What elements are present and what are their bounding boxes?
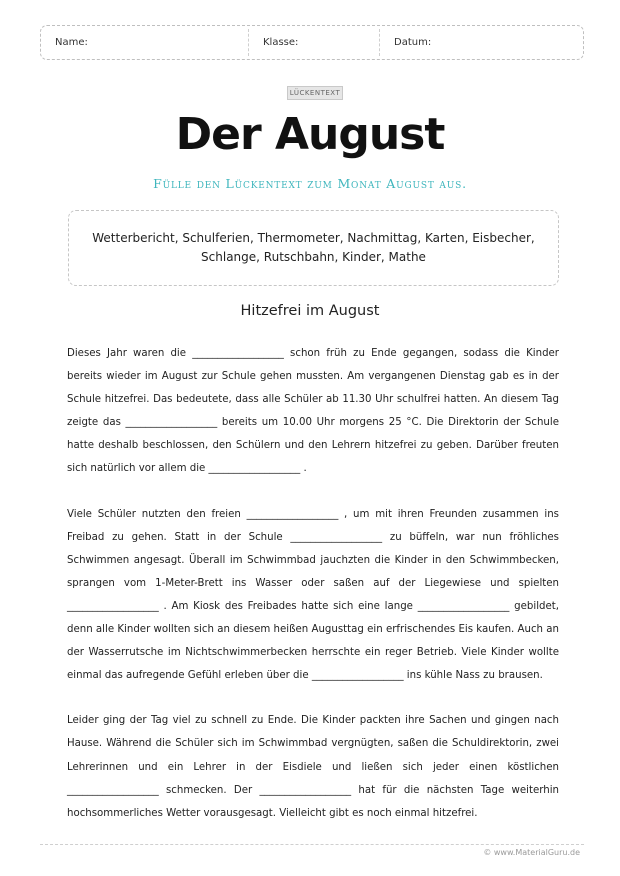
copyright-footer: © www.MaterialGuru.de [483,848,580,857]
date-label: Datum: [394,37,432,48]
student-info-header [40,25,584,60]
paragraph: Viele Schüler nutzten den freien __________________ , um mit ihren Freunden zusammen ins Freibad zu gehen. Statt in der Schule __________________ zu büffeln, war nun fröhliches Schwimmen angesagt. Überall im Schwimmbad jauchzten die Kinder in den Schwimmbecken, sprangen vom 1-Meter-Brett ins Wasser oder saßen auf der Liegewiese und spielten __________________ . Am Kiosk des Freibades hatte sich eine lange __________________ gebildet, denn alle Kinder wollten sich an diesem heißen Augusttag ein erfrischendes Eis kaufen. Auch an der Wasserrutsche im Nichtschwimmerbecken herrschte ein reger Betrieb. Viele Kinder wollte einmal das aufregende Gefühl erleben über die __________________ ins kühle Nass zu brausen. [67,508,559,682]
paragraph: Leider ging der Tag viel zu schnell zu Ende. Die Kinder packten ihre Sachen und gingen nach Hause. Während die Schüler sich im Schwimmbad vergnügten, saßen die Schuldirektorin, zwei Lehrerinnen und ein Lehrer in der Eisdiele und ließen sich jeder einen köstlichen __________________ schmecken. Der __________________ hat für die nächsten Tage weiterhin hochsommerliches Wetter vorausgesagt. Vielleicht gibt es noch einmal hitzefrei. [67,715,559,819]
class-label: Klasse: [263,37,299,48]
worksheet-type-badge: LÜCKENTEXT [287,86,343,100]
page-title: Der August [175,109,445,160]
section-title: Hitzefrei im August [240,303,380,319]
page-subtitle: Fülle den Lückentext zum Monat August aus. [153,176,467,191]
word-bank-text: Wetterbericht, Schulferien, Thermometer, Nachmittag, Karten, Eisbecher, Schlange, Rutschbahn, Kinder, Mathe [92,231,535,264]
word-bank-box [68,210,559,286]
header-divider [379,29,380,56]
footer-divider [40,844,584,845]
paragraph: Dieses Jahr waren die __________________ schon früh zu Ende gegangen, sodass die Kinder bereits wieder im August zur Schule gehen mussten. Am vergangenen Dienstag gab es in der Schule hitzefrei. Das bedeutete, dass alle Schüler ab 11.30 Uhr schulfrei hatten. An diesem Tag zeigte das __________________ bereits um 10.00 Uhr morgens 25 °C. Die Direktorin der Schule hatte deshalb beschlossen, den Schülern und den Lehrern hitzefrei zu geben. Darüber freuten sich natürlich vor allem die __________________ . [67,348,559,475]
name-label: Name: [55,37,88,48]
cloze-text [67,342,559,847]
header-divider [248,29,249,56]
